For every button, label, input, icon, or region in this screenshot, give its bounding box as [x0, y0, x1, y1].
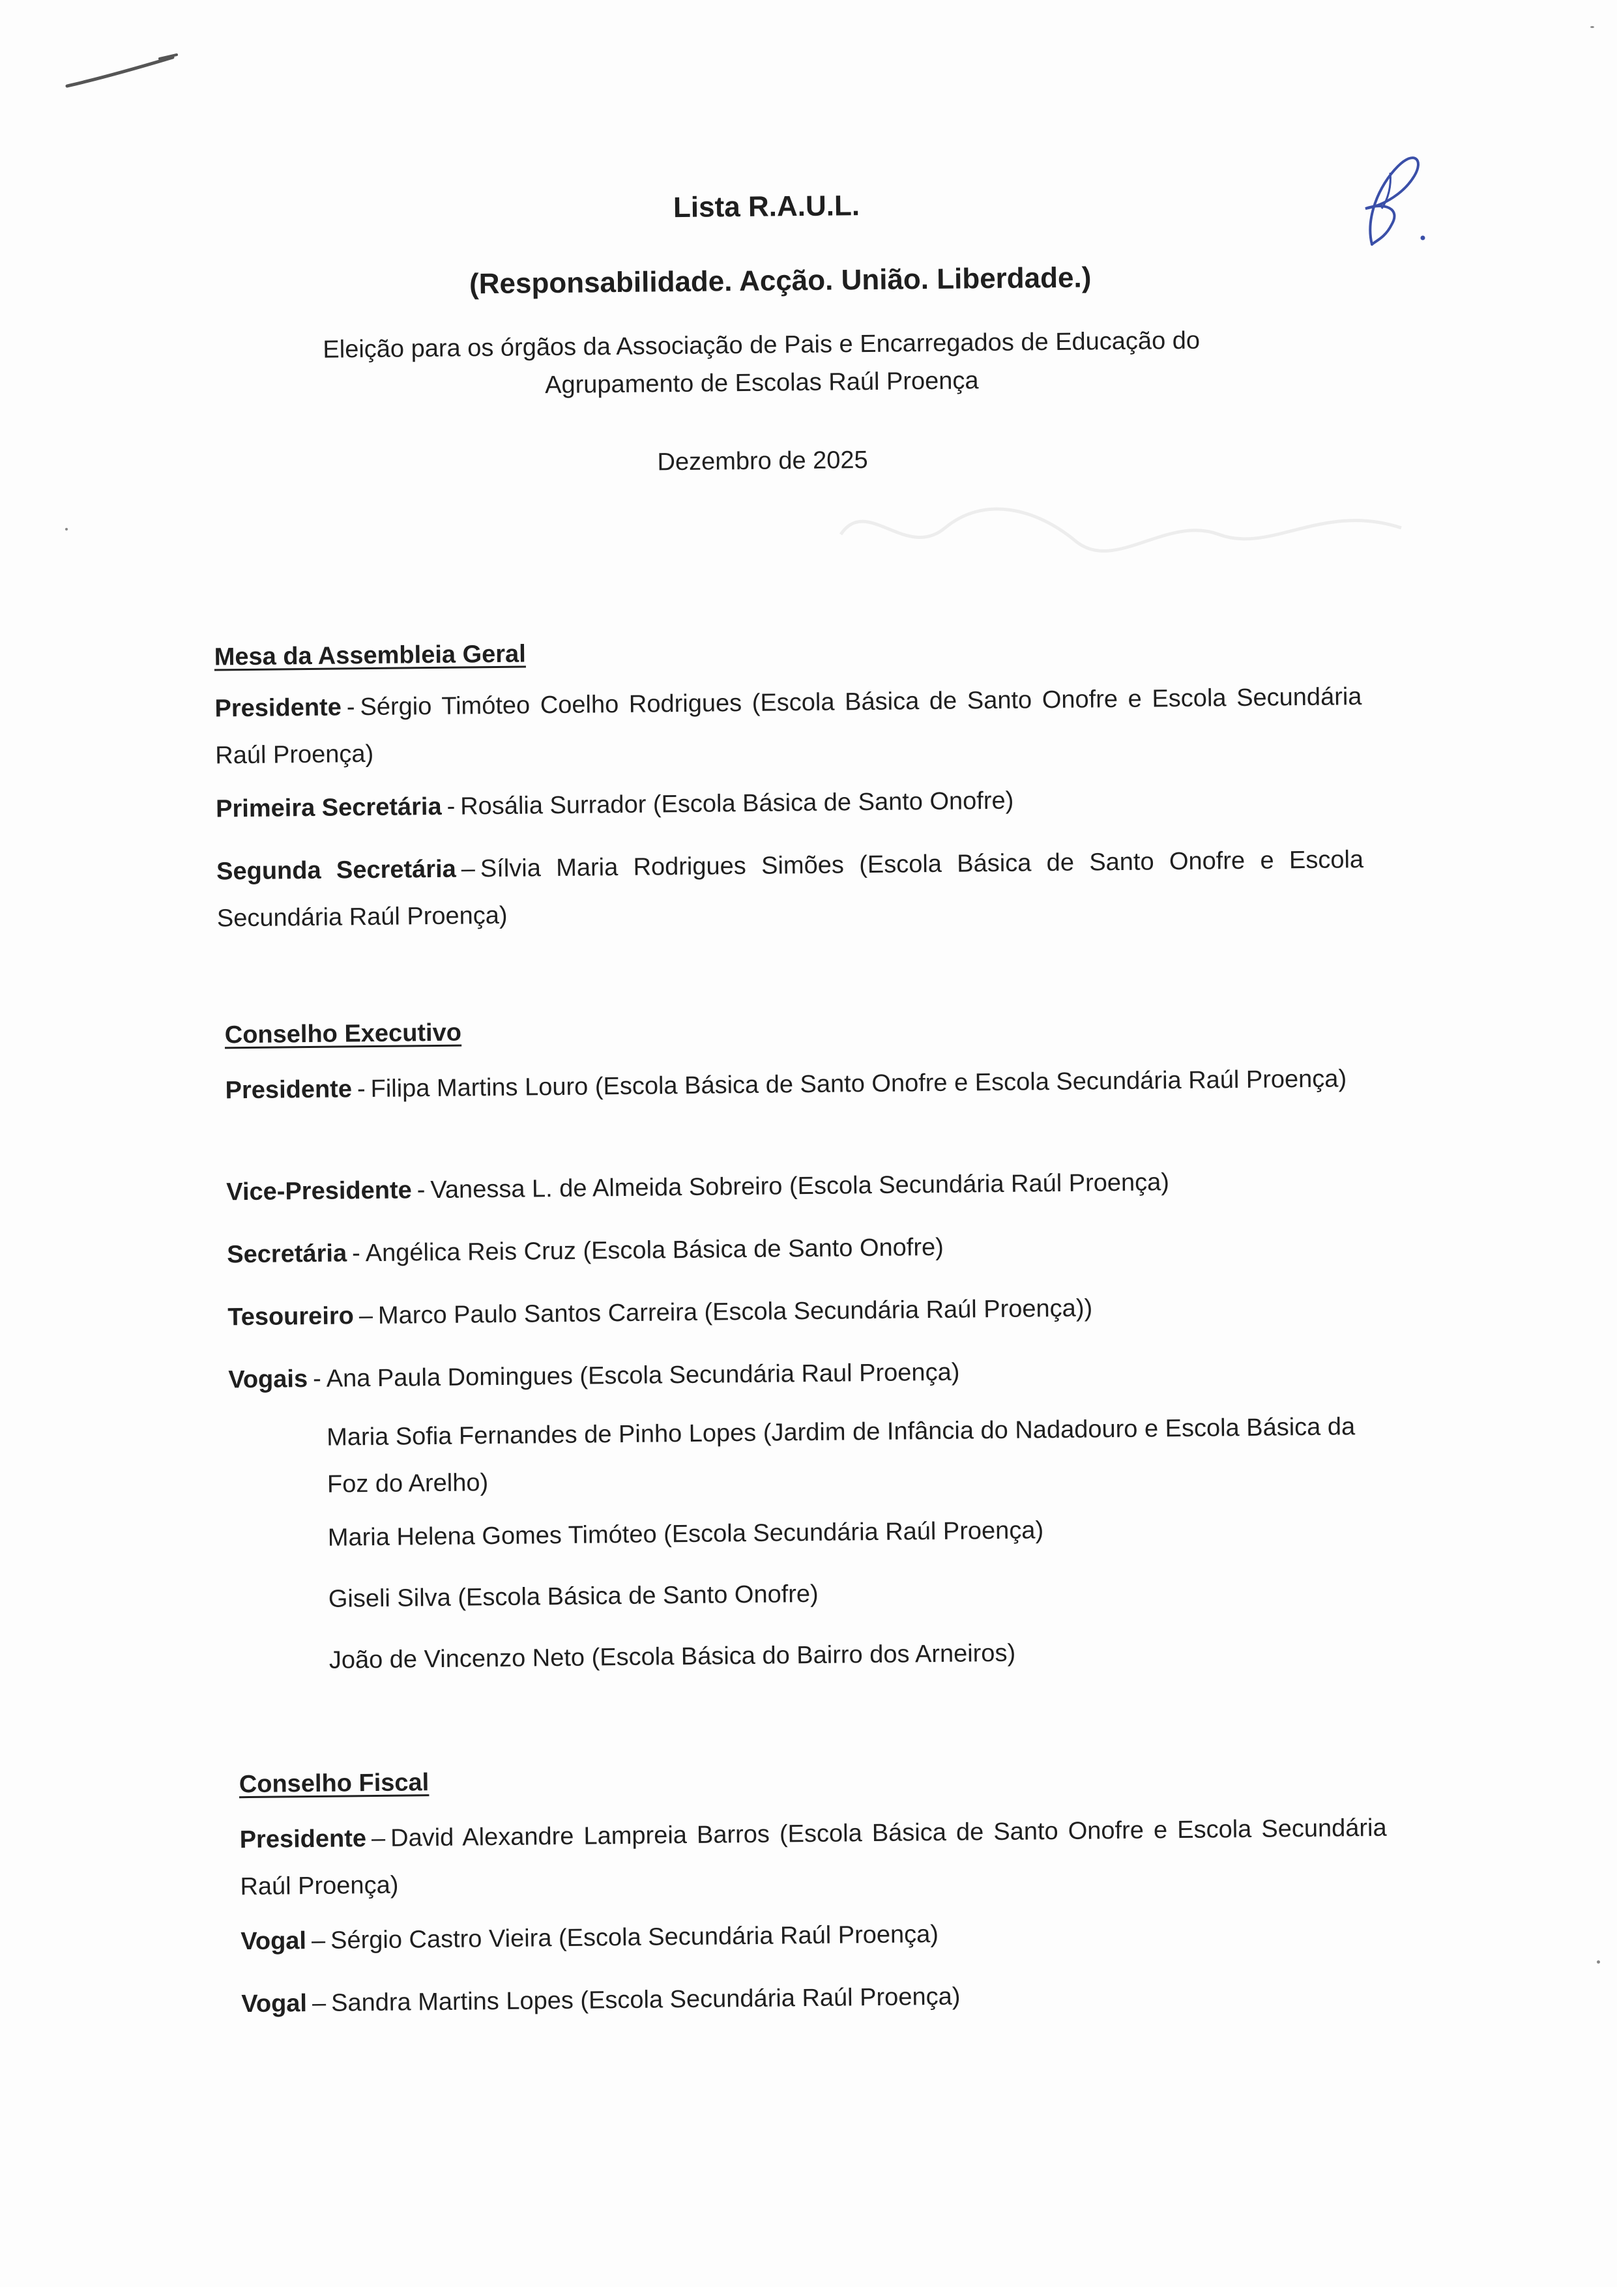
separator: – — [371, 1824, 386, 1853]
member-text: Rosália Surrador (Escola Básica de Santo Onofre) — [460, 787, 1014, 821]
entry-mesa-segunda-secretaria — [216, 836, 1364, 942]
member-text: Marco Paulo Santos Carreira (Escola Secundária Raúl Proença)) — [377, 1294, 1093, 1330]
entry-executivo-secretaria — [227, 1219, 1375, 1278]
section-heading-executivo: Conselho Executivo — [224, 1019, 462, 1049]
entry-executivo-vogal: Giseli Silva (Escola Básica de Santo Onofre) — [328, 1580, 819, 1613]
document-date: Dezembro de 2025 — [657, 446, 868, 476]
role-label: Vogais — [228, 1365, 308, 1394]
entry-fiscal-presidente — [239, 1805, 1387, 1910]
member-text: Sérgio Castro Vieira (Escola Secundária Raúl Proença) — [330, 1920, 939, 1955]
section-heading-mesa: Mesa da Assembleia Geral — [214, 640, 526, 671]
role-label: Presidente — [239, 1825, 367, 1854]
separator: - — [351, 1240, 360, 1268]
section-heading-fiscal: Conselho Fiscal — [239, 1769, 430, 1799]
entry-executivo-tesoureiro — [227, 1282, 1375, 1341]
member-text: Sérgio Timóteo Coelho Rodrigues (Escola Básica de Santo Onofre e Escola Secundária Raúl Proença) — [215, 683, 1362, 770]
entry-executivo-vogal: João de Vincenzo Neto (Escola Básica do Bairro dos Arneiros) — [328, 1639, 1016, 1674]
role-label: Vogal — [241, 1990, 308, 2018]
separator: – — [461, 855, 476, 883]
entry-fiscal-vogal — [240, 1906, 1388, 1965]
role-label: Tesoureiro — [227, 1302, 355, 1331]
member-text: Sandra Martins Lopes (Escola Secundária Raúl Proença) — [330, 1983, 961, 2017]
separator: - — [312, 1365, 321, 1393]
separator: - — [446, 792, 456, 821]
entry-executivo-presidente — [225, 1055, 1373, 1114]
role-label: Presidente — [225, 1075, 353, 1105]
member-text: Vanessa L. de Almeida Sobreiro (Escola Secundária Raúl Proença) — [430, 1169, 1170, 1204]
election-subtitle — [0, 318, 1571, 411]
separator: – — [358, 1302, 373, 1330]
entry-fiscal-vogal — [241, 1969, 1389, 2027]
separator: – — [311, 1926, 326, 1955]
role-label: Vogal — [240, 1927, 307, 1956]
member-text: David Alexandre Lampreia Barros (Escola Básica de Santo Onofre e Escola Secundária Raúl Proença) — [240, 1814, 1387, 1901]
separator: - — [346, 693, 355, 721]
role-label: Primeira Secretária — [215, 792, 442, 823]
subtitle-line-2: Agrupamento de Escolas Raúl Proença — [544, 367, 979, 400]
member-text: Sílvia Maria Rodrigues Simões (Escola Básica de Santo Onofre e Escola Secundária Raúl Proença) — [216, 846, 1364, 933]
separator: - — [357, 1075, 366, 1103]
document-motto: (Responsabilidade. Acção. União. Liberdade.) — [469, 261, 1092, 300]
entry-executivo-vogal: Maria Helena Gomes Timóteo (Escola Secundária Raúl Proença) — [327, 1517, 1044, 1552]
entry-mesa-primeira-secretaria — [216, 774, 1363, 832]
role-label: Secretária — [227, 1240, 347, 1269]
separator: – — [312, 1989, 327, 2018]
role-label: Vice-Presidente — [226, 1176, 412, 1206]
member-text: Filipa Martins Louro (Escola Básica de Santo Onofre e Escola Secundária Raúl Proença) — [370, 1065, 1347, 1103]
subtitle-line-1: Eleição para os órgãos da Associação de Pais e Encarregados de Educação do — [323, 327, 1201, 364]
entry-executivo-vice-presidente — [226, 1157, 1374, 1215]
role-label: Presidente — [214, 693, 342, 723]
member-text: Ana Paula Domingues (Escola Secundária Raul Proença) — [326, 1358, 960, 1393]
separator: - — [416, 1176, 426, 1204]
entry-executivo-vogais — [228, 1344, 1376, 1403]
role-label: Segunda Secretária — [216, 855, 456, 886]
document-title: Lista R.A.U.L. — [673, 190, 860, 224]
entry-executivo-vogal: Maria Sofia Fernandes de Pinho Lopes (Jardim de Infância do Nadadouro e Escola Básica da Foz do Arelho) — [327, 1413, 1356, 1498]
entry-mesa-presidente — [214, 673, 1362, 779]
member-text: Angélica Reis Cruz (Escola Básica de Santo Onofre) — [365, 1233, 944, 1268]
